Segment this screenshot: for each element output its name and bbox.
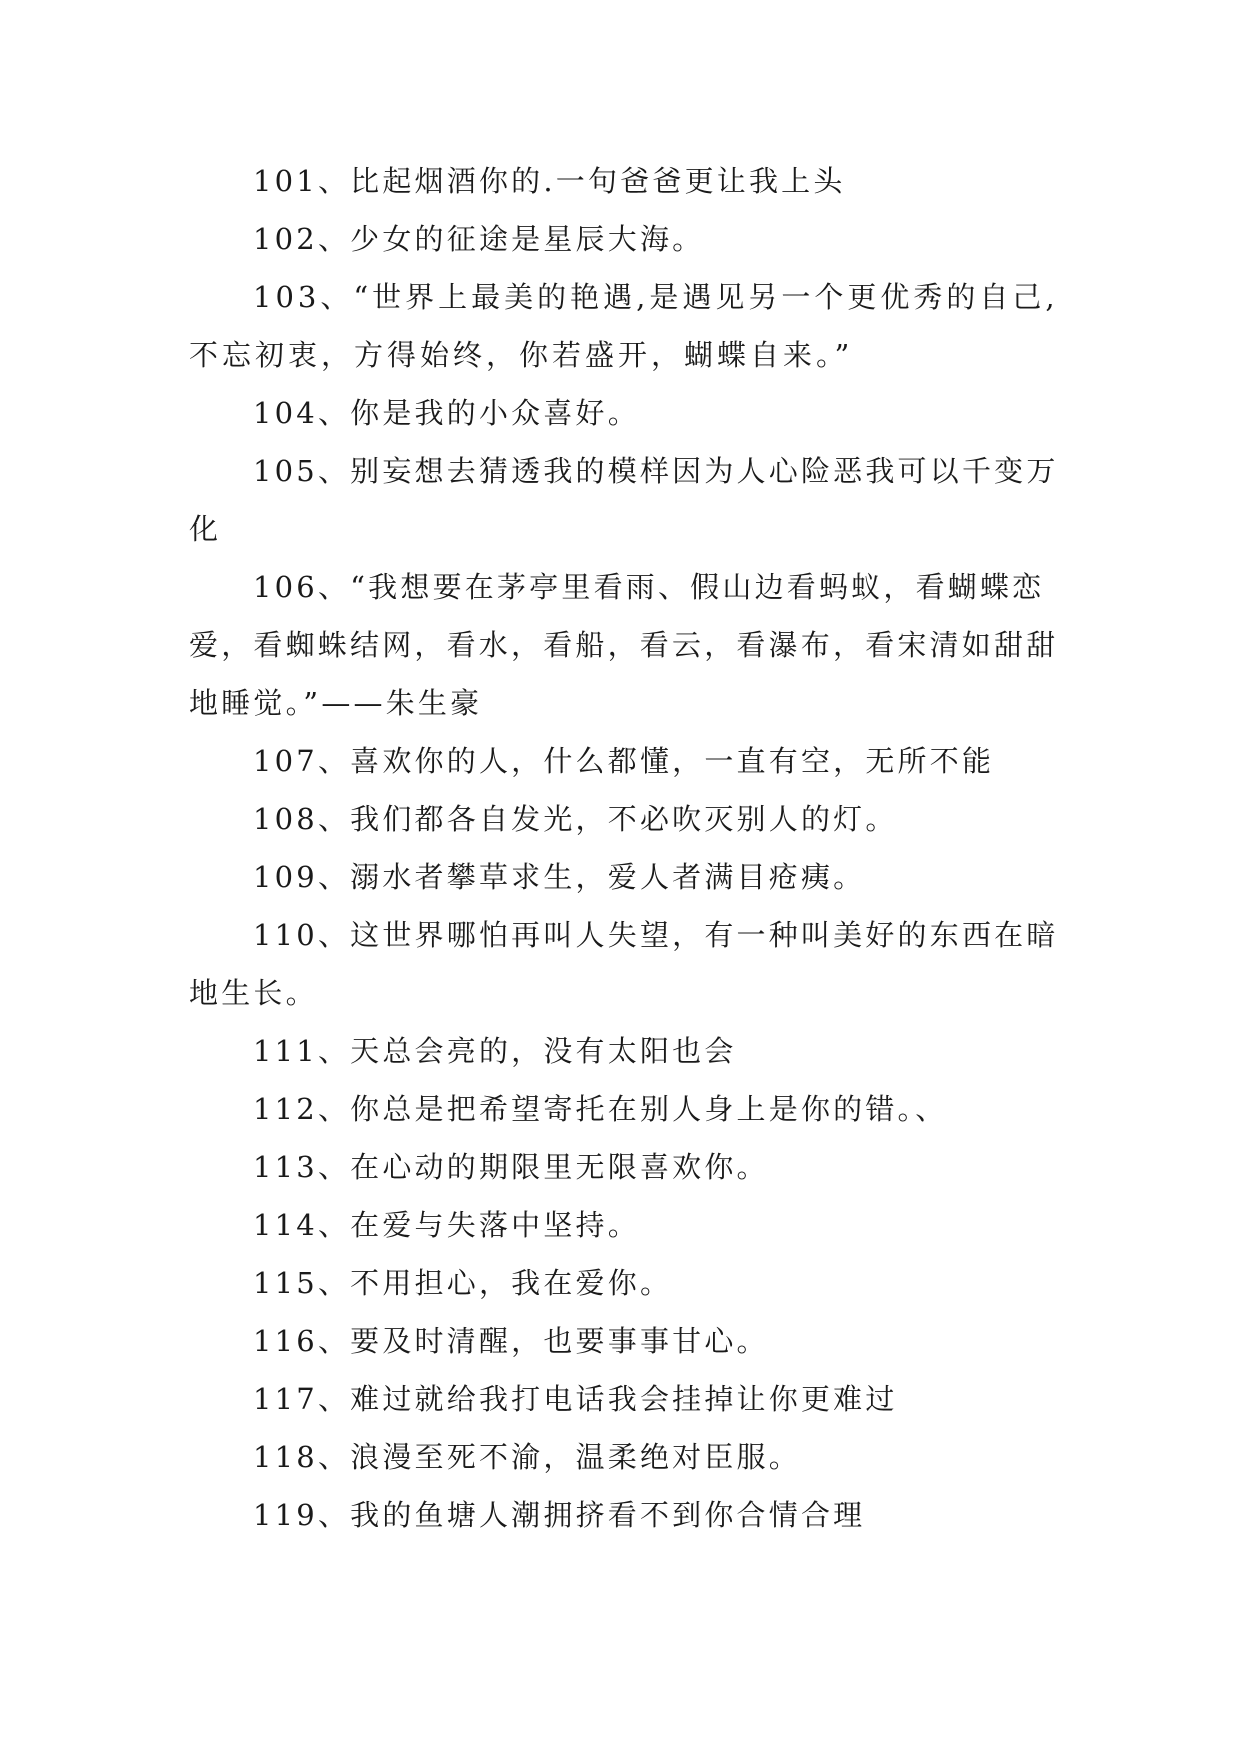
paragraph-117: 117、难过就给我打电话我会挂掉让你更难过 [253, 1382, 898, 1416]
paragraph-108: 108、我们都各自发光，不必吹灭别人的灯。 [253, 802, 898, 836]
paragraph-115: 115、不用担心，我在爱你。 [253, 1266, 673, 1300]
paragraph-119: 119、我的鱼塘人潮拥挤看不到你合情合理 [253, 1498, 866, 1532]
paragraph-103: 103、“世界上最美的艳遇,是遇见另一个更优秀的自己,不忘初衷，方得始终，你若盛开，蝴蝶自来。” [189, 280, 1059, 372]
paragraph-102: 102、少女的征途是星辰大海。 [253, 222, 705, 256]
document-body [189, 152, 1089, 1544]
paragraph-113: 113、在心动的期限里无限喜欢你。 [253, 1150, 769, 1184]
paragraph-107: 107、喜欢你的人，什么都懂，一直有空，无所不能 [253, 744, 995, 778]
paragraph-104: 104、你是我的小众喜好。 [253, 396, 640, 430]
paragraph-111: 111、天总会亮的，没有太阳也会 [253, 1034, 737, 1068]
paragraph-112: 112、你总是把希望寄托在别人身上是你的错。、 [253, 1092, 948, 1126]
paragraph-118: 118、浪漫至死不渝，温柔绝对臣服。 [253, 1440, 801, 1474]
paragraph-109: 109、溺水者攀草求生，爱人者满目疮痍。 [253, 860, 866, 894]
paragraph-105: 105、别妄想去猜透我的模样因为人心险恶我可以千变万化 [189, 454, 1059, 546]
paragraph-106: 106、“我想要在茅亭里看雨、假山边看蚂蚁，看蝴蝶恋爱，看蜘蛛结网，看水，看船，看云，看瀑布，看宋清如甜甜地睡觉。”——朱生豪 [189, 570, 1059, 720]
paragraph-114: 114、在爱与失落中坚持。 [253, 1208, 640, 1242]
paragraph-110: 110、这世界哪怕再叫人失望，有一种叫美好的东西在暗地生长。 [189, 918, 1059, 1010]
paragraph-116: 116、要及时清醒，也要事事甘心。 [253, 1324, 769, 1358]
paragraph-101: 101、比起烟酒你的.一句爸爸更让我上头 [253, 164, 846, 198]
